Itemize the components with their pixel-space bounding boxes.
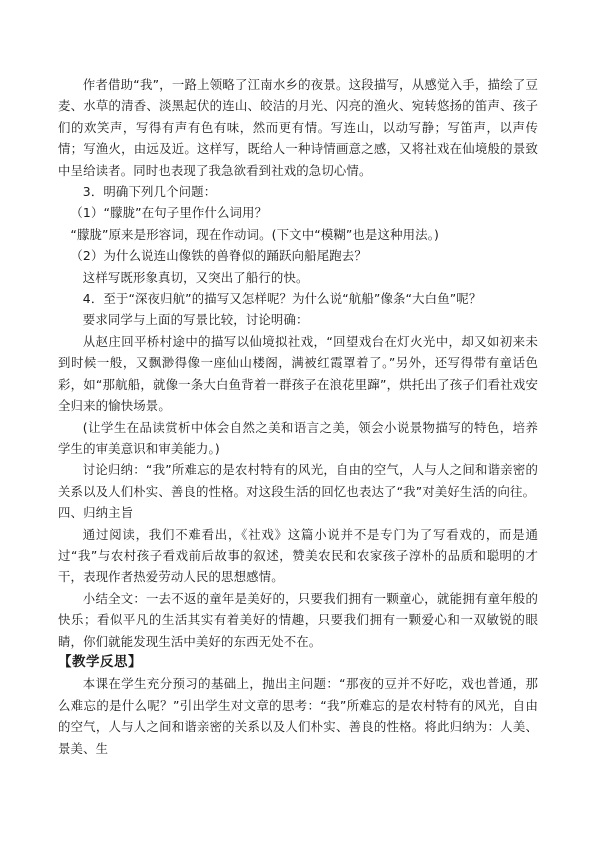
answer-1: “朦胧”原来是形容词，现在作动词。(下文中“模糊”也是这种用法。) bbox=[70, 226, 440, 242]
question-1: （1）“朦胧”在句子里作什么词用？ bbox=[70, 205, 268, 221]
paragraph-summary: 小结全文：一去不返的童年是美好的，只要我们拥有一颗童心，就能拥有童年般的快乐；看似平凡的生活其实有着美好的情趣，只要我们拥有一颗爱心和一双敏锐的眼睛，你们就能发现生活中美好的东西无处不在。 bbox=[58, 590, 538, 649]
question-4: 4．至于“深夜归航”的描写又怎样呢？为什么说“航船”像条“大白鱼”呢？ bbox=[82, 291, 482, 307]
document-body bbox=[58, 74, 538, 759]
question-list-intro: 3．明确下列几个问题： bbox=[82, 184, 217, 200]
answer-2: 这样写既形象真切，又突出了船行的快。 bbox=[82, 269, 309, 285]
reflection-heading: 【教学反思】 bbox=[58, 653, 142, 670]
section-title-theme: 四、归纳主旨 bbox=[58, 505, 134, 521]
discussion-summary: 讨论归纳：“我”所难忘的是农村特有的风光，自由的空气，人与人之间和谐亲密的关系以及人们朴实、善良的性格。对这段生活的回忆也表达了“我”对美好生活的向往。 bbox=[58, 462, 538, 499]
paragraph-theme: 通过阅读，我们不难看出，《社戏》这篇小说并不是专门为了写看戏的，而是通过“我”与农村孩子看戏前后故事的叙述，赞美农民和农家孩子淳朴的品质和聪明的才干，表现作者热爱劳动人民的思想感情。 bbox=[58, 526, 538, 585]
question-2: （2）为什么说连山像铁的兽脊似的踊跃向船尾跑去？ bbox=[70, 248, 367, 264]
teaching-note: (让学生在品读赏析中体会自然之美和语言之美，领会小说景物描写的特色，培养学生的审美意识和审美能力。) bbox=[58, 419, 538, 456]
discussion-request: 要求同学与上面的写景比较，讨论明确： bbox=[82, 312, 309, 328]
paragraph-return-voyage: 从赵庄回平桥村途中的描写以仙境拟社戏，“回望戏台在灯火光中，却又如初来未到时候一般，又飘渺得像一座仙山楼阁，满被红霞罩着了。”另外，还写得带有童话色彩，如“那航船，就像一条大白鱼背着一群孩子在浪花里蹿”，烘托出了孩子们看社戏安全归来的愉快场景。 bbox=[58, 333, 538, 414]
paragraph-scenery-analysis: 作者借助“我”，一路上领略了江南水乡的夜景。这段描写，从感觉入手，描绘了豆麦、水草的清香、淡黑起伏的连山、皎洁的月光、闪亮的渔火、宛转悠扬的笛声、孩子们的欢笑声，写得有声有色有味，然而更有情。写连山，以动写静；写笛声，以声传情；写渔火，由远及近。这样写，既给人一种诗情画意之感，又将社戏在仙境般的景致中呈给读者。同时也表现了我急欲看到社戏的急切心情。 bbox=[58, 77, 538, 178]
paragraph-reflection: 本课在学生充分预习的基础上，抛出主问题：“那夜的豆并不好吃，戏也普通，那么难忘的是什么呢？”引出学生对文章的思考：“我”所难忘的是农村特有的风光，自由的空气，人与人之间和谐亲密的关系以及人们朴实、善良的性格。将此归纳为：人美、景美、生 bbox=[58, 676, 538, 756]
